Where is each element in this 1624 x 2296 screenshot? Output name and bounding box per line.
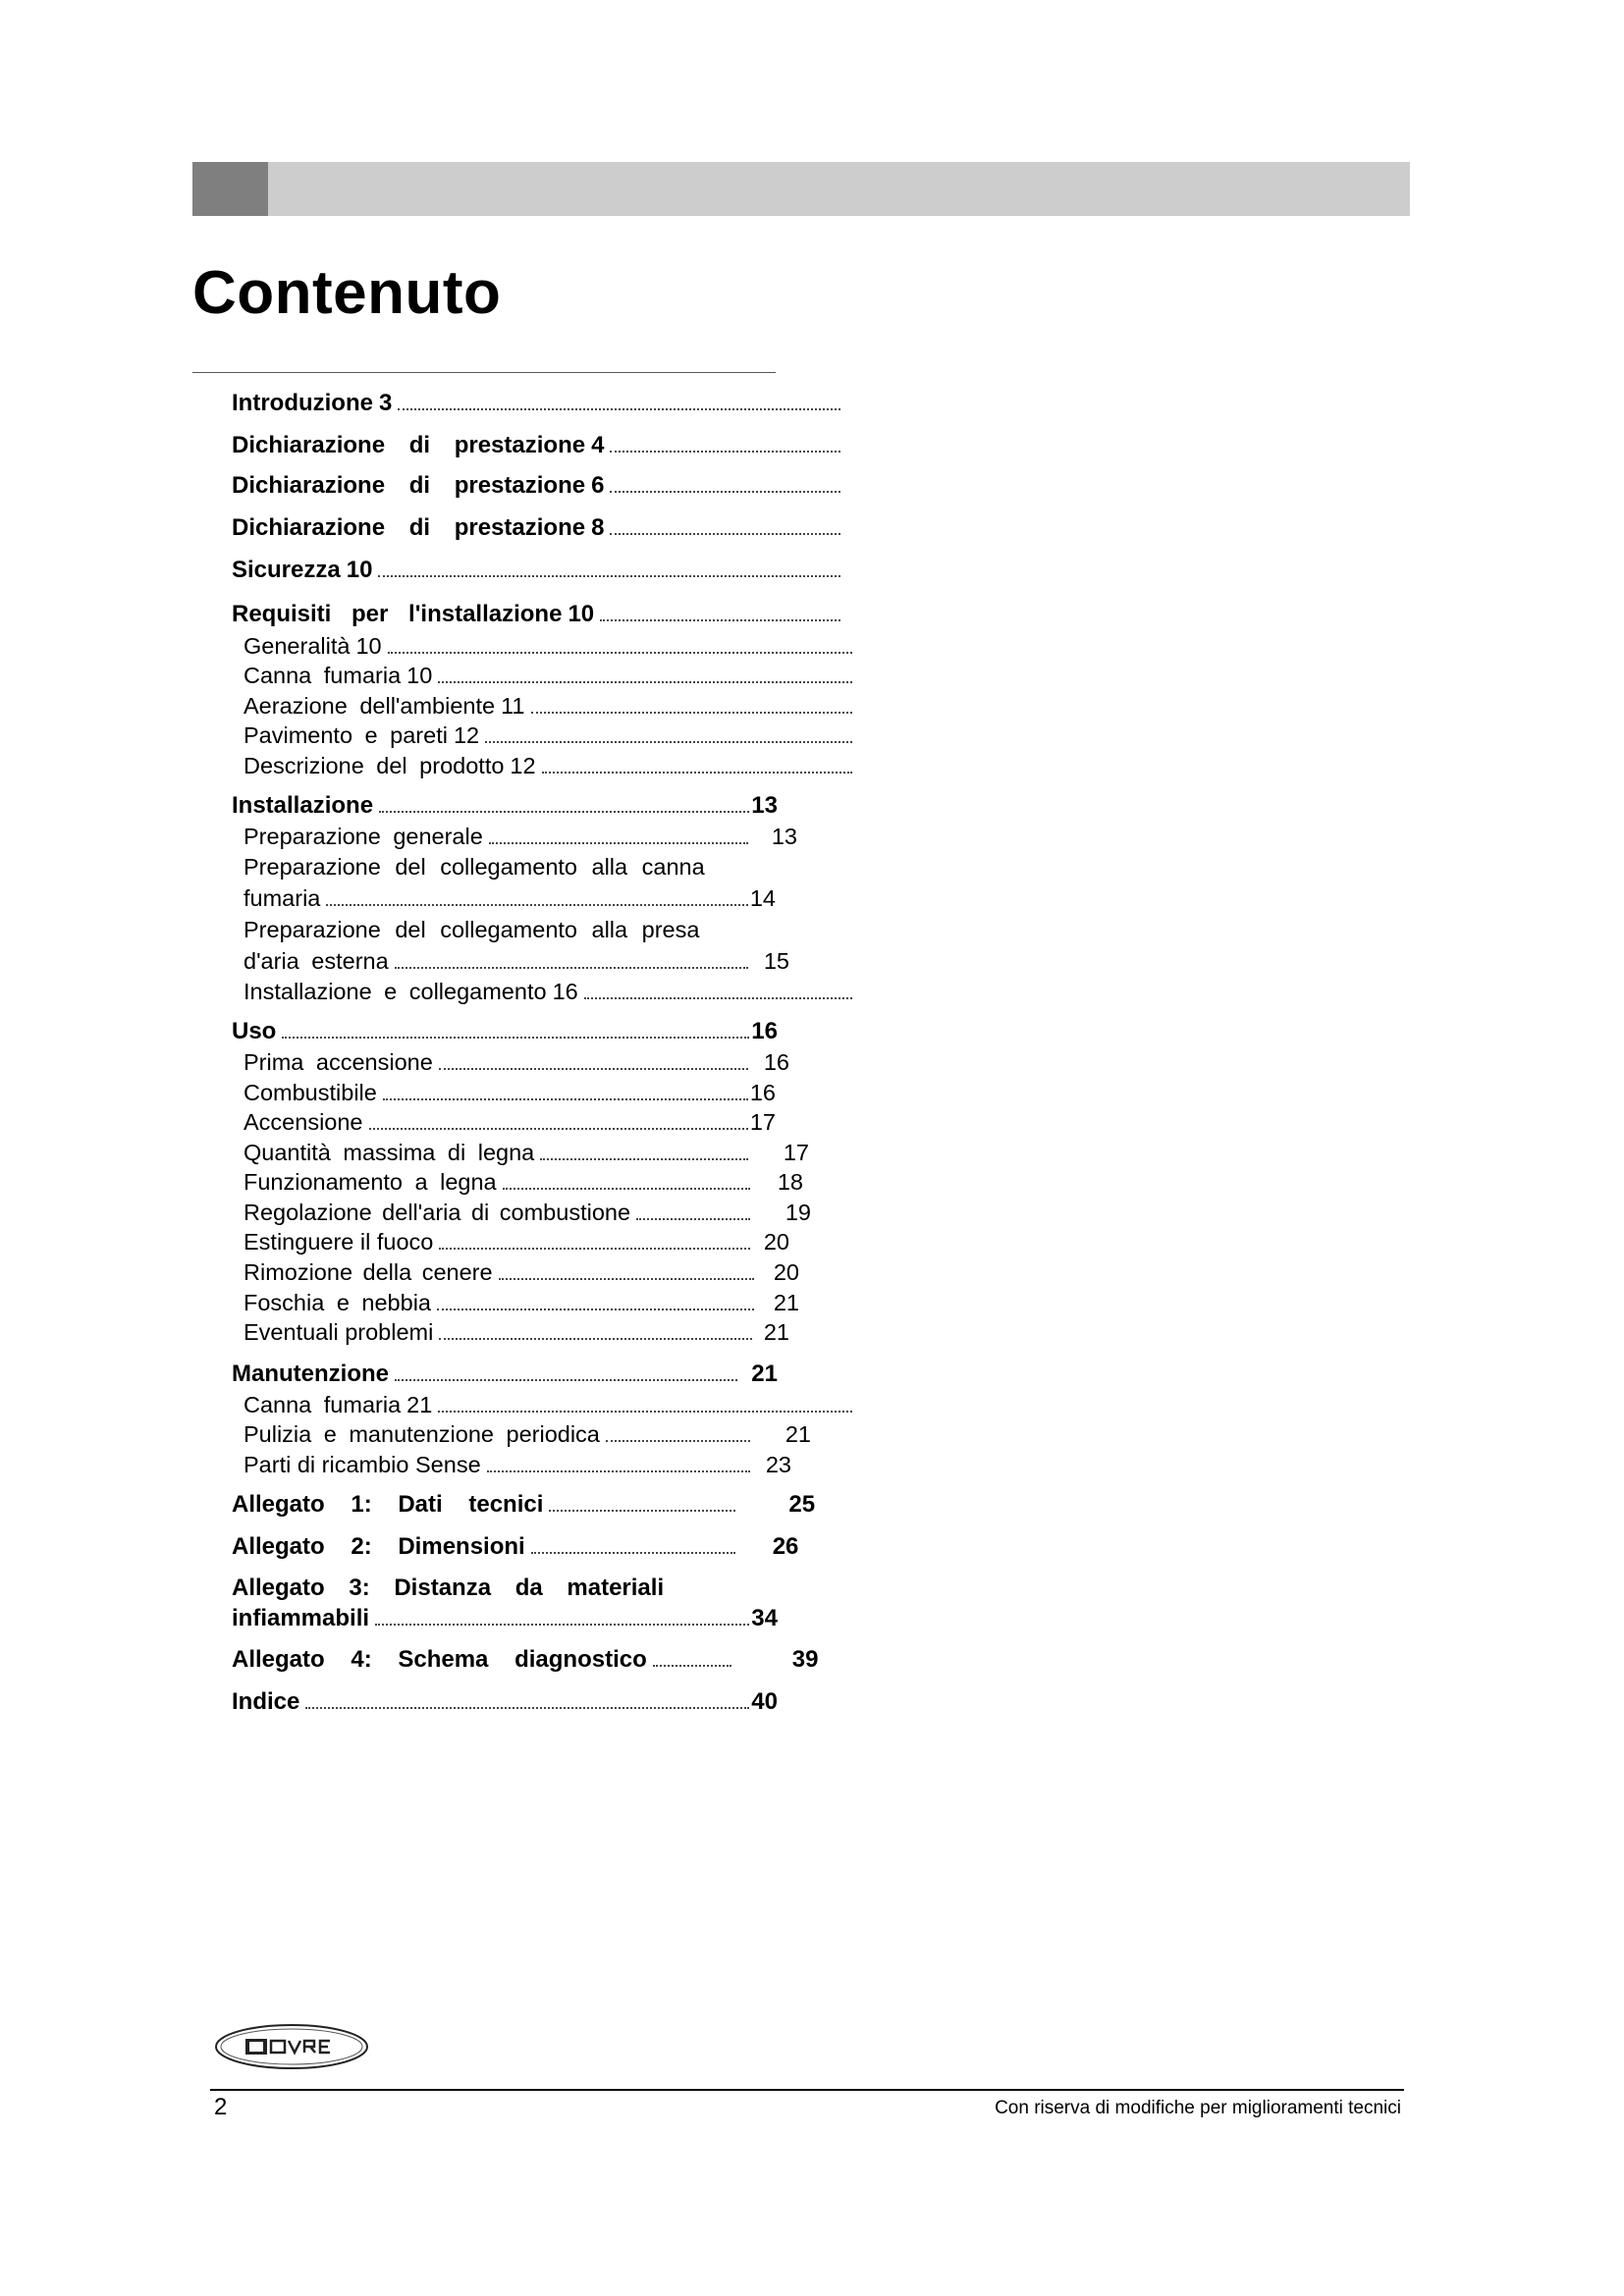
toc-page: 40 [751, 1688, 778, 1715]
toc-page: 34 [751, 1605, 778, 1631]
footer-divider [210, 2089, 1404, 2091]
dovre-logo [214, 2022, 369, 2071]
toc-leader [438, 681, 852, 683]
toc-entry[interactable] [232, 1490, 837, 1520]
toc-label: Prima accensione [244, 1049, 433, 1075]
toc-label: Generalità [244, 633, 351, 659]
toc-entry[interactable] [232, 1645, 840, 1675]
toc-leader [584, 997, 852, 999]
toc-page: 10 [355, 633, 382, 659]
toc-page: 20 [773, 1259, 799, 1285]
toc-leader [369, 1128, 748, 1130]
toc-leader [439, 1248, 750, 1250]
toc-leader [485, 741, 852, 743]
toc-entry[interactable] [244, 1078, 776, 1107]
toc-leader [489, 842, 748, 844]
toc-page: 26 [772, 1533, 799, 1560]
toc-leader [438, 1411, 852, 1413]
toc-label: Canna fumaria [244, 1392, 402, 1417]
toc-leader [439, 1338, 752, 1340]
toc-label: Installazione [232, 792, 374, 819]
toc-leader [375, 1624, 749, 1626]
toc-page: 15 [763, 948, 789, 974]
toc-leader [439, 1068, 748, 1070]
toc-label: Preparazione del collegamento alla presa [244, 917, 700, 942]
toc-leader [542, 772, 852, 774]
toc-label: Pavimento e pareti [244, 722, 448, 748]
toc-entry[interactable] [232, 1687, 778, 1717]
toc-leader [549, 1510, 735, 1512]
toc-page: 13 [771, 824, 797, 849]
toc-entry[interactable] [244, 751, 852, 780]
toc-page: 16 [751, 1018, 778, 1044]
toc-page: 11 [501, 693, 525, 719]
toc-page: 14 [749, 885, 776, 911]
toc-page: 3 [378, 390, 393, 416]
toc-page: 16 [763, 1049, 789, 1075]
toc-entry[interactable] [244, 1288, 799, 1317]
toc-page: 16 [749, 1080, 776, 1105]
toc-entry[interactable] [244, 1047, 789, 1077]
toc-label: Dichiarazione di prestazione [232, 432, 586, 458]
toc-leader [326, 904, 747, 906]
toc-entry[interactable] [232, 513, 840, 543]
toc-leader [606, 1440, 750, 1442]
page-title: Contenuto [192, 259, 502, 327]
page-number: 2 [214, 2094, 228, 2120]
toc-label: Regolazione dell'aria di combustione [244, 1200, 631, 1225]
toc-leader [379, 811, 749, 813]
toc-entry[interactable] [232, 1360, 778, 1389]
toc-label: Descrizione del prodotto [244, 753, 505, 778]
toc-label: Requisiti per l'installazione [232, 601, 563, 627]
toc-page: 21 [773, 1290, 799, 1315]
toc-entry-line1[interactable] [244, 915, 852, 944]
toc-page: 25 [788, 1491, 816, 1518]
toc-page: 21 [763, 1319, 789, 1345]
toc-leader [395, 967, 748, 969]
toc-entry[interactable] [244, 1198, 811, 1227]
toc-page: 21 [751, 1361, 778, 1387]
toc-page: 23 [765, 1452, 791, 1477]
toc-label: Parti di ricambio Sense [244, 1452, 481, 1477]
toc-label: Funzionamento a legna [244, 1169, 497, 1195]
toc-label: infiammabili [232, 1605, 370, 1631]
toc-label: Canna fumaria [244, 663, 402, 688]
toc-leader [610, 491, 840, 493]
toc-label: Combustibile [244, 1080, 377, 1105]
toc-label: Foschia e nebbia [244, 1290, 431, 1315]
toc-entry[interactable] [244, 721, 852, 750]
toc-label: Installazione e collegamento [244, 979, 547, 1004]
toc-leader [499, 1278, 754, 1280]
toc-label: Aerazione dell'ambiente [244, 693, 496, 719]
toc-page: 17 [783, 1140, 809, 1165]
toc-label: Rimozione della cenere [244, 1259, 493, 1285]
toc-entry[interactable] [232, 600, 840, 629]
toc-page: 12 [453, 722, 480, 748]
toc-entry-line2[interactable] [244, 946, 789, 976]
toc-entry[interactable] [232, 431, 840, 460]
toc-label: Preparazione generale [244, 824, 483, 849]
toc-label: Accensione [244, 1109, 363, 1135]
toc-page: 20 [763, 1229, 789, 1255]
toc-entry-line2[interactable] [244, 883, 776, 913]
toc-page: 21 [406, 1392, 433, 1417]
toc-label: Eventuali problemi [244, 1319, 434, 1345]
toc-leader [600, 619, 840, 621]
toc-entry[interactable] [244, 1419, 811, 1449]
toc-label: Quantità massima di legna [244, 1140, 535, 1165]
toc-leader [653, 1665, 731, 1667]
toc-entry[interactable] [244, 1317, 789, 1347]
toc-entry[interactable] [244, 1450, 791, 1479]
toc-entry[interactable] [232, 556, 840, 585]
toc-page: 17 [749, 1109, 776, 1135]
toc-page: 19 [785, 1200, 811, 1225]
toc-label: Allegato 2: Dimensioni [232, 1533, 525, 1560]
toc-leader [378, 575, 840, 577]
toc-leader [531, 1552, 735, 1554]
toc-leader [540, 1158, 748, 1160]
toc-leader [636, 1218, 750, 1220]
toc-page: 39 [791, 1646, 819, 1673]
toc-page: 12 [510, 753, 536, 778]
toc-label: Preparazione del collegamento alla canna [244, 854, 705, 880]
toc-label: Sicurezza [232, 557, 341, 583]
toc-page: 21 [785, 1421, 811, 1447]
toc-entry[interactable] [244, 661, 852, 690]
toc-entry[interactable] [232, 791, 778, 821]
toc-page: 10 [406, 663, 433, 688]
toc-label: Introduzione [232, 390, 373, 416]
toc-entry[interactable] [244, 631, 852, 661]
toc-page: 4 [591, 432, 605, 458]
toc-entry[interactable] [244, 822, 797, 851]
toc-label: Dichiarazione di prestazione [232, 514, 586, 541]
toc-leader [383, 1098, 748, 1100]
toc-entry-line2[interactable] [232, 1604, 778, 1633]
toc-label: Estinguere il fuoco [244, 1229, 434, 1255]
toc-entry[interactable] [244, 1107, 776, 1137]
toc-leader [437, 1308, 754, 1310]
toc-page: 10 [346, 557, 373, 583]
toc-leader [610, 533, 840, 535]
toc-entry[interactable] [244, 977, 852, 1006]
toc-leader [531, 712, 853, 714]
toc-entry[interactable] [244, 691, 852, 721]
toc-page: 10 [568, 601, 595, 627]
toc-entry[interactable] [244, 1390, 852, 1419]
toc-page: 8 [591, 514, 605, 541]
toc-leader [503, 1188, 750, 1190]
toc-entry[interactable] [232, 389, 840, 418]
toc-leader [487, 1470, 750, 1472]
toc-page: 16 [552, 979, 578, 1004]
toc-entry-line1[interactable] [244, 852, 852, 881]
toc-entry[interactable] [232, 471, 840, 501]
toc-label: Manutenzione [232, 1361, 389, 1387]
toc-entry[interactable] [244, 1167, 803, 1197]
footer-note: Con riserva di modifiche per miglioramenti tecnici [995, 2098, 1401, 2118]
toc-entry[interactable] [244, 1257, 799, 1287]
toc-page: 18 [777, 1169, 803, 1195]
toc-entry[interactable] [244, 1227, 789, 1256]
toc-label: Pulizia e manutenzione periodica [244, 1421, 600, 1447]
toc-entry[interactable] [244, 1138, 809, 1167]
toc-leader [305, 1707, 749, 1709]
toc-label: Indice [232, 1688, 300, 1715]
toc-leader [395, 1379, 737, 1381]
toc-leader [282, 1037, 749, 1039]
toc-label: Allegato 3: Distanza da materiali [232, 1575, 665, 1601]
toc-label: Uso [232, 1018, 277, 1044]
toc-page: 6 [591, 472, 605, 499]
toc-leader [610, 451, 840, 453]
toc-label: Dichiarazione di prestazione [232, 472, 586, 499]
toc-entry-line1[interactable] [232, 1574, 840, 1603]
toc-label: d'aria esterna [244, 948, 389, 974]
toc-label: Allegato 4: Schema diagnostico [232, 1646, 647, 1673]
toc-entry[interactable] [232, 1532, 817, 1562]
toc-label: fumaria [244, 885, 321, 911]
toc-page: 13 [751, 792, 778, 819]
toc-leader [388, 652, 852, 654]
toc-entry[interactable] [232, 1017, 778, 1046]
toc-leader [398, 408, 840, 410]
toc-label: Allegato 1: Dati tecnici [232, 1491, 544, 1518]
